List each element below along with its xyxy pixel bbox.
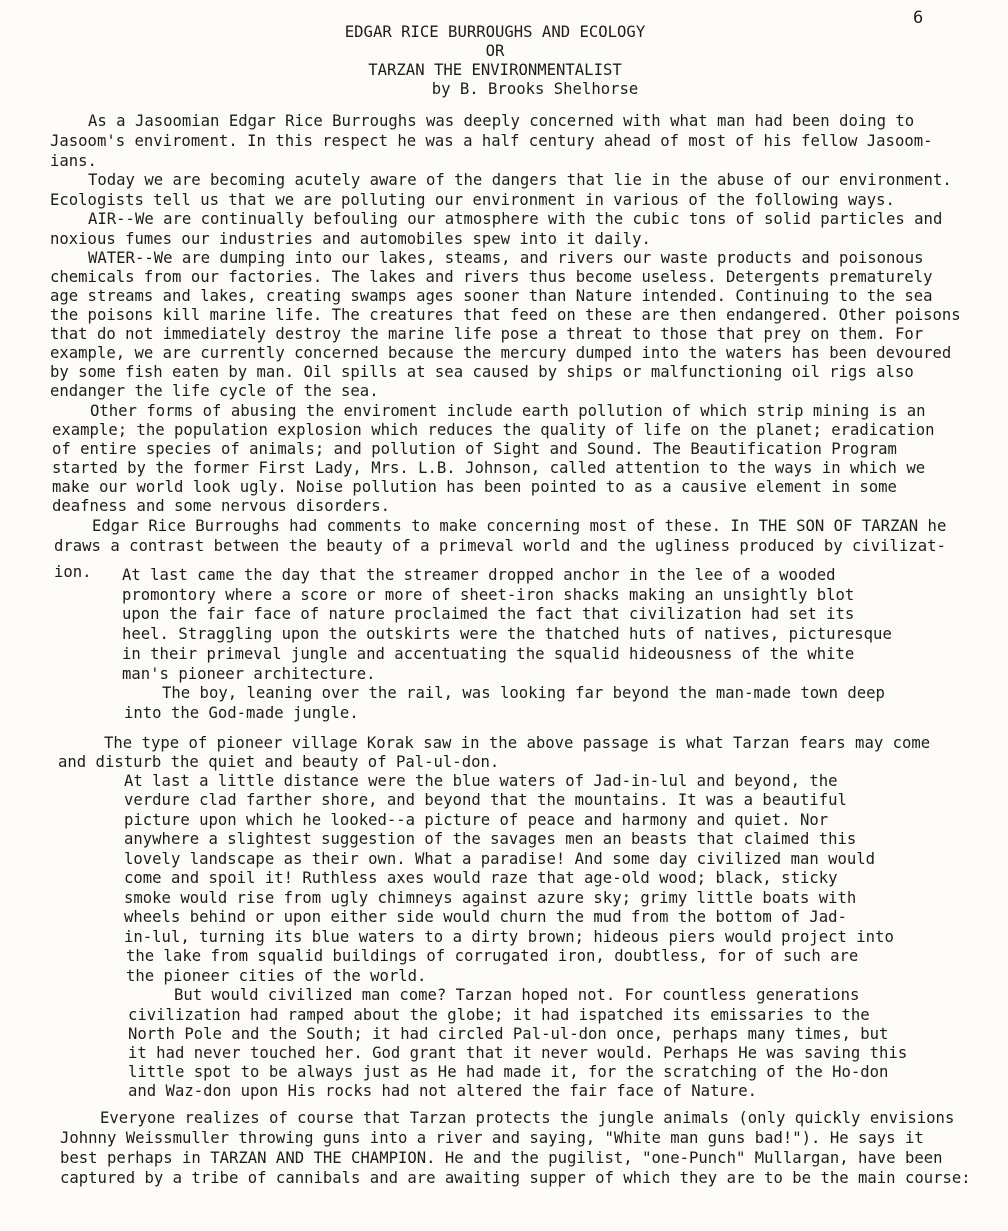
text-line: Edgar Rice Burroughs had comments to make concerning most of these. In THE SON OF TARZAN he <box>92 517 947 535</box>
text-line: of entire species of animals; and pollution of Sight and Sound. The Beautification Program <box>52 440 897 458</box>
text-line: Ecologists tell us that we are polluting our environment in various of the following ways. <box>50 191 895 209</box>
text-line: AIR--We are continually befouling our atmosphere with the cubic tons of solid particles and <box>88 210 943 228</box>
quote-line: anywhere a slightest suggestion of the savages men an beasts that claimed this <box>124 830 857 848</box>
quote-line: The boy, leaning over the rail, was looking far beyond the man-made town deep <box>162 684 885 702</box>
quote-line: come and spoil it! Ruthless axes would raze that age-old wood; black, sticky <box>124 869 838 887</box>
quote-line: picture upon which he looked--a picture of peace and harmony and quiet. Nor <box>124 811 829 829</box>
text-line: noxious fumes our industries and automobiles spew into it daily. <box>50 230 651 248</box>
text-line: The type of pioneer village Korak saw in the above passage is what Tarzan fears may come <box>104 734 931 752</box>
article-header <box>250 23 740 99</box>
quote-line: wheels behind or upon either side would churn the mud from the bottom of Jad- <box>124 908 847 926</box>
title-or: OR <box>485 42 505 60</box>
text-line: deafness and some nervous disorders. <box>52 497 390 515</box>
text-line: by some fish eaten by man. Oil spills at sea caused by ships or malfunctioning oil rigs also <box>50 363 914 381</box>
text-line: Everyone realizes of course that Tarzan protects the jungle animals (only quickly envisions <box>100 1109 955 1127</box>
page-number: 6 <box>913 8 924 28</box>
title-line-2: TARZAN THE ENVIRONMENTALIST <box>368 61 622 79</box>
text-line: As a Jasoomian Edgar Rice Burroughs was deeply concerned with what man had been doing to <box>88 112 915 130</box>
quote-line: the pioneer cities of the world. <box>126 967 427 985</box>
quote-line: little spot to be always just as He had made it, for the scratching of the Ho-don <box>128 1063 889 1081</box>
text-line: age streams and lakes, creating swamps ages sooner than Nature intended. Continuing to the sea <box>50 287 933 305</box>
quote-line: At last a little distance were the blue waters of Jad-in-lul and beyond, the <box>124 772 838 790</box>
text-line: example; the population explosion which reduces the quality of life on the planet; eradication <box>52 421 935 439</box>
text-line: best perhaps in TARZAN AND THE CHAMPION. He and the pugilist, "one-Punch" Mullargan, have been <box>60 1149 943 1167</box>
quote-line: in their primeval jungle and accentuating the squalid hideousness of the white <box>122 645 855 663</box>
text-line: draws a contrast between the beauty of a primeval world and the ugliness produced by civilizat- <box>54 537 946 555</box>
title-line-1: EDGAR RICE BURROUGHS AND ECOLOGY <box>344 23 646 41</box>
quote-line: promontory where a score or more of sheet-iron shacks making an unsightly blot <box>122 586 855 604</box>
text-line: Other forms of abusing the enviroment include earth pollution of which strip mining is an <box>90 402 926 420</box>
text-line: make our world look ugly. Noise pollution has been pointed to as a causive element in some <box>52 478 897 496</box>
text-line: Johnny Weissmuller throwing guns into a river and saying, "White man guns bad!"). He says it <box>60 1129 924 1147</box>
text-line: Today we are becoming acutely aware of the dangers that lie in the abuse of our environment. <box>88 171 952 189</box>
quote-line: But would civilized man come? Tarzan hoped not. For countless generations <box>174 986 860 1004</box>
text-line: started by the former First Lady, Mrs. L.B. Johnson, called attention to the ways in which we <box>52 459 926 477</box>
quote-line: in-lul, turning its blue waters to a dirty brown; hideous piers would project into <box>124 928 894 946</box>
quote-line: the lake from squalid buildings of corrugated iron, doubtless, for of such are <box>126 947 859 965</box>
text-line: WATER--We are dumping into our lakes, steams, and rivers our waste products and poisonous <box>88 249 924 267</box>
text-line: endanger the life cycle of the sea. <box>50 382 379 400</box>
text-line: the poisons kill marine life. The creatures that feed on these are then endangered. Other poisons <box>50 306 961 324</box>
quote-line: smoke would rise from ugly chimneys against azure sky; grimy little boats with <box>124 889 857 907</box>
quote-line: North Pole and the South; it had circled Pal-ul-don once, perhaps many times, but <box>128 1025 889 1043</box>
text-line: ion. <box>54 563 92 581</box>
quote-line: verdure clad farther shore, and beyond that the mountains. It was a beautiful <box>124 791 847 809</box>
quote-line: heel. Straggling upon the outskirts were the thatched huts of natives, picturesque <box>122 625 892 643</box>
quote-line: man's pioneer architecture. <box>122 665 376 683</box>
quote-line: into the God-made jungle. <box>124 704 359 722</box>
text-line: Jasoom's enviroment. In this respect he was a half century ahead of most of his fellow Jasoom- <box>50 132 933 150</box>
text-line: chemicals from our factories. The lakes and rivers thus become useless. Detergents prematurely <box>50 268 933 286</box>
quote-line: and Waz-don upon His rocks had not altered the fair face of Nature. <box>128 1082 758 1100</box>
text-line: that do not immediately destroy the marine life pose a threat to those that prey on them. For <box>50 325 924 343</box>
text-line: captured by a tribe of cannibals and are awaiting supper of which they are to be the main course: <box>60 1169 971 1187</box>
quote-line: it had never touched her. God grant that it never would. Perhaps He was saving this <box>128 1044 908 1062</box>
text-line: ians. <box>50 152 97 170</box>
text-line: example, we are currently concerned because the mercury dumped into the waters has been devoured <box>50 344 952 362</box>
quote-line: At last came the day that the streamer dropped anchor in the lee of a wooded <box>122 566 836 584</box>
quote-line: upon the fair face of nature proclaimed the fact that civilization had set its <box>122 605 855 623</box>
quote-line: civilization had ramped about the globe; it had ispatched its emissaries to the <box>128 1006 870 1024</box>
quote-line: lovely landscape as their own. What a paradise! And some day civilized man would <box>124 850 876 868</box>
text-line: and disturb the quiet and beauty of Pal-ul-don. <box>58 753 500 771</box>
byline: by B. Brooks Shelhorse <box>431 80 639 98</box>
